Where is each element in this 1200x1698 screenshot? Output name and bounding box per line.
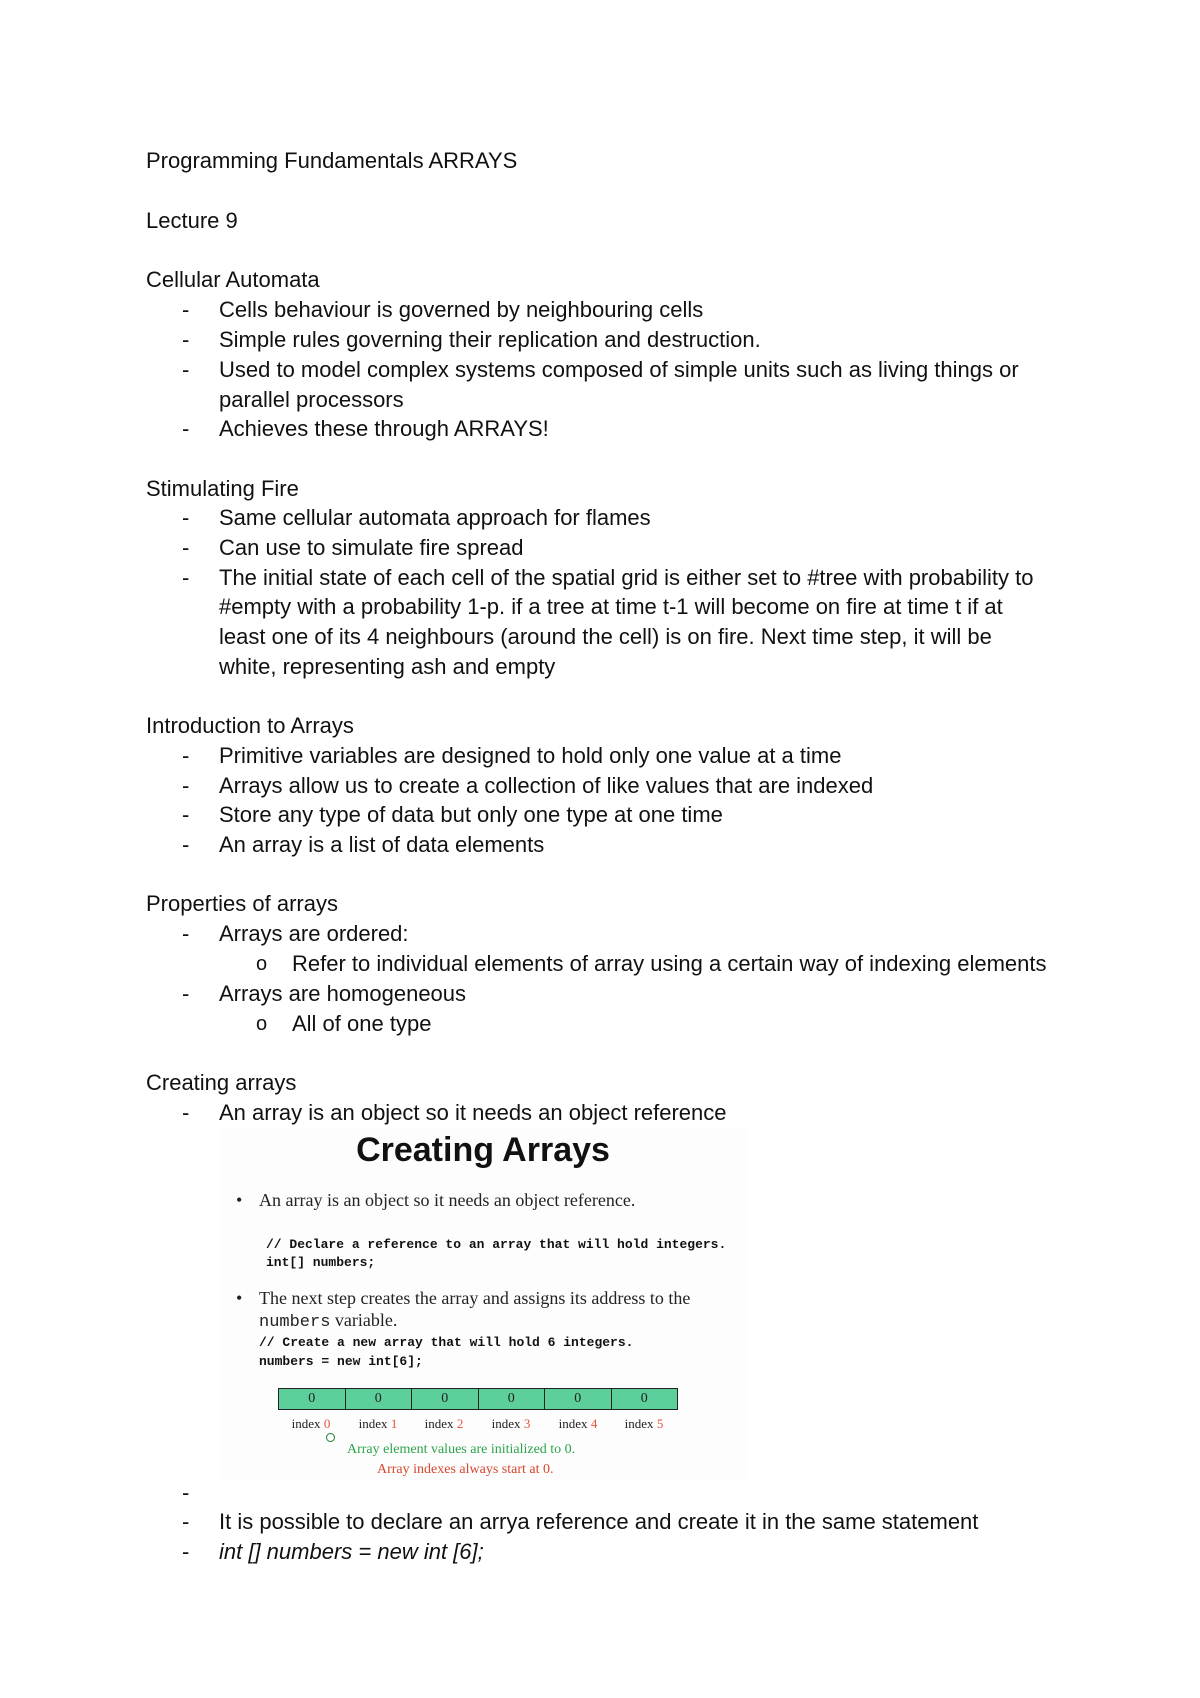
list-item: Cells behaviour is governed by neighbouring cells bbox=[219, 297, 704, 322]
pointer-dot-icon bbox=[326, 1433, 335, 1442]
index-label bbox=[345, 1416, 411, 1432]
array-cell: 0 bbox=[279, 1389, 346, 1409]
array-cell: 0 bbox=[479, 1389, 546, 1409]
slide-bullet-marker: • bbox=[236, 1190, 243, 1210]
index-number: 5 bbox=[656, 1416, 664, 1431]
slide-code-line: int[] numbers; bbox=[266, 1255, 376, 1270]
index-label bbox=[411, 1416, 477, 1432]
bullet-marker: - bbox=[182, 416, 190, 441]
list-item-continuation: least one of its 4 neighbours (around the cell) is on fire. Next time step, it will be bbox=[219, 624, 992, 649]
list-item: It is possible to declare an arrya reference and create it in the same statement bbox=[219, 1509, 979, 1534]
section-heading-cellular: Cellular Automata bbox=[146, 267, 320, 292]
sub-bullet-marker: o bbox=[256, 1013, 268, 1035]
section-heading-creating: Creating arrays bbox=[146, 1070, 297, 1095]
slide-title: Creating Arrays bbox=[356, 1131, 610, 1169]
index-label bbox=[478, 1416, 544, 1432]
index-label bbox=[611, 1416, 677, 1432]
slide-note-initialized: Array element values are initialized to 0. bbox=[347, 1442, 576, 1457]
index-number: 2 bbox=[456, 1416, 464, 1431]
list-item: Used to model complex systems composed of simple units such as living things or bbox=[219, 357, 1019, 382]
index-label bbox=[278, 1416, 344, 1432]
slide-paragraph: The next step creates the array and assigns its address to the bbox=[259, 1288, 691, 1308]
slide-code-comment: // Declare a reference to an array that will hold integers. bbox=[266, 1237, 727, 1252]
section-heading-intro: Introduction to Arrays bbox=[146, 713, 354, 738]
section-heading-properties: Properties of arrays bbox=[146, 891, 338, 916]
list-item: Primitive variables are designed to hold only one value at a time bbox=[219, 743, 842, 768]
array-cell: 0 bbox=[545, 1389, 612, 1409]
document-title: Programming Fundamentals ARRAYS bbox=[146, 148, 518, 173]
bullet-marker: - bbox=[182, 505, 190, 530]
bullet-marker: - bbox=[182, 832, 190, 857]
bullet-marker: - bbox=[182, 1539, 190, 1564]
slide-paragraph-continuation bbox=[259, 1309, 397, 1334]
list-item-continuation: parallel processors bbox=[219, 387, 404, 412]
slide-paragraph-tail: variable. bbox=[330, 1310, 398, 1330]
index-number: 0 bbox=[323, 1416, 331, 1431]
list-item: Arrays are homogeneous bbox=[219, 981, 467, 1006]
bullet-marker: - bbox=[182, 773, 190, 798]
slide-paragraph: An array is an object so it needs an object reference. bbox=[259, 1190, 636, 1210]
index-number: 1 bbox=[390, 1416, 398, 1431]
array-cell: 0 bbox=[412, 1389, 479, 1409]
sub-list-item: Refer to individual elements of array using a certain way of indexing elements bbox=[292, 951, 1047, 976]
list-item: An array is an object so it needs an object reference bbox=[219, 1100, 727, 1125]
bullet-marker: - bbox=[182, 743, 190, 768]
slide-code-line: numbers = new int[6]; bbox=[259, 1354, 423, 1369]
list-item: Arrays are ordered: bbox=[219, 921, 409, 946]
slide-variable-name: numbers bbox=[259, 1313, 331, 1332]
index-number: 4 bbox=[590, 1416, 598, 1431]
bullet-marker: - bbox=[182, 921, 190, 946]
bullet-marker: - bbox=[182, 297, 190, 322]
sub-bullet-marker: o bbox=[256, 953, 268, 975]
index-word: index bbox=[624, 1416, 654, 1431]
slide-code-comment: // Create a new array that will hold 6 integers. bbox=[259, 1335, 634, 1350]
index-word: index bbox=[358, 1416, 388, 1431]
bullet-marker: - bbox=[182, 535, 190, 560]
bullet-marker: - bbox=[182, 565, 190, 590]
slide-bullet-marker: • bbox=[236, 1288, 243, 1308]
bullet-marker: - bbox=[182, 357, 190, 382]
bullet-marker: - bbox=[182, 981, 190, 1006]
lecture-label: Lecture 9 bbox=[146, 208, 238, 233]
slide-note-index-start: Array indexes always start at 0. bbox=[377, 1462, 554, 1477]
list-item: The initial state of each cell of the spatial grid is either set to #tree with probability to bbox=[219, 565, 1034, 590]
index-word: index bbox=[558, 1416, 588, 1431]
list-item: Same cellular automata approach for flames bbox=[219, 505, 651, 530]
bullet-marker: - bbox=[182, 802, 190, 827]
array-diagram bbox=[278, 1388, 678, 1410]
list-item-continuation: #empty with a probability 1-p. if a tree at time t-1 will become on fire at time t if at bbox=[219, 594, 1003, 619]
list-item: Can use to simulate fire spread bbox=[219, 535, 524, 560]
index-label bbox=[545, 1416, 611, 1432]
list-item-continuation: white, representing ash and empty bbox=[219, 654, 556, 679]
bullet-marker: - bbox=[182, 327, 190, 352]
section-heading-fire: Stimulating Fire bbox=[146, 476, 299, 501]
index-word: index bbox=[291, 1416, 321, 1431]
bullet-marker: - bbox=[182, 1480, 190, 1505]
embedded-slide-image bbox=[219, 1128, 747, 1480]
index-word: index bbox=[491, 1416, 521, 1431]
list-item-code: int [] numbers = new int [6]; bbox=[219, 1539, 484, 1564]
list-item: Store any type of data but only one type at one time bbox=[219, 802, 723, 827]
sub-list-item: All of one type bbox=[292, 1011, 432, 1036]
index-word: index bbox=[424, 1416, 454, 1431]
array-cell: 0 bbox=[640, 1391, 648, 1406]
bullet-marker: - bbox=[182, 1100, 190, 1125]
list-item: Arrays allow us to create a collection of like values that are indexed bbox=[219, 773, 874, 798]
bullet-marker: - bbox=[182, 1509, 190, 1534]
list-item: Simple rules governing their replication and destruction. bbox=[219, 327, 761, 352]
list-item: Achieves these through ARRAYS! bbox=[219, 416, 549, 441]
list-item: An array is a list of data elements bbox=[219, 832, 545, 857]
index-number: 3 bbox=[523, 1416, 531, 1431]
array-cell: 0 bbox=[346, 1389, 413, 1409]
